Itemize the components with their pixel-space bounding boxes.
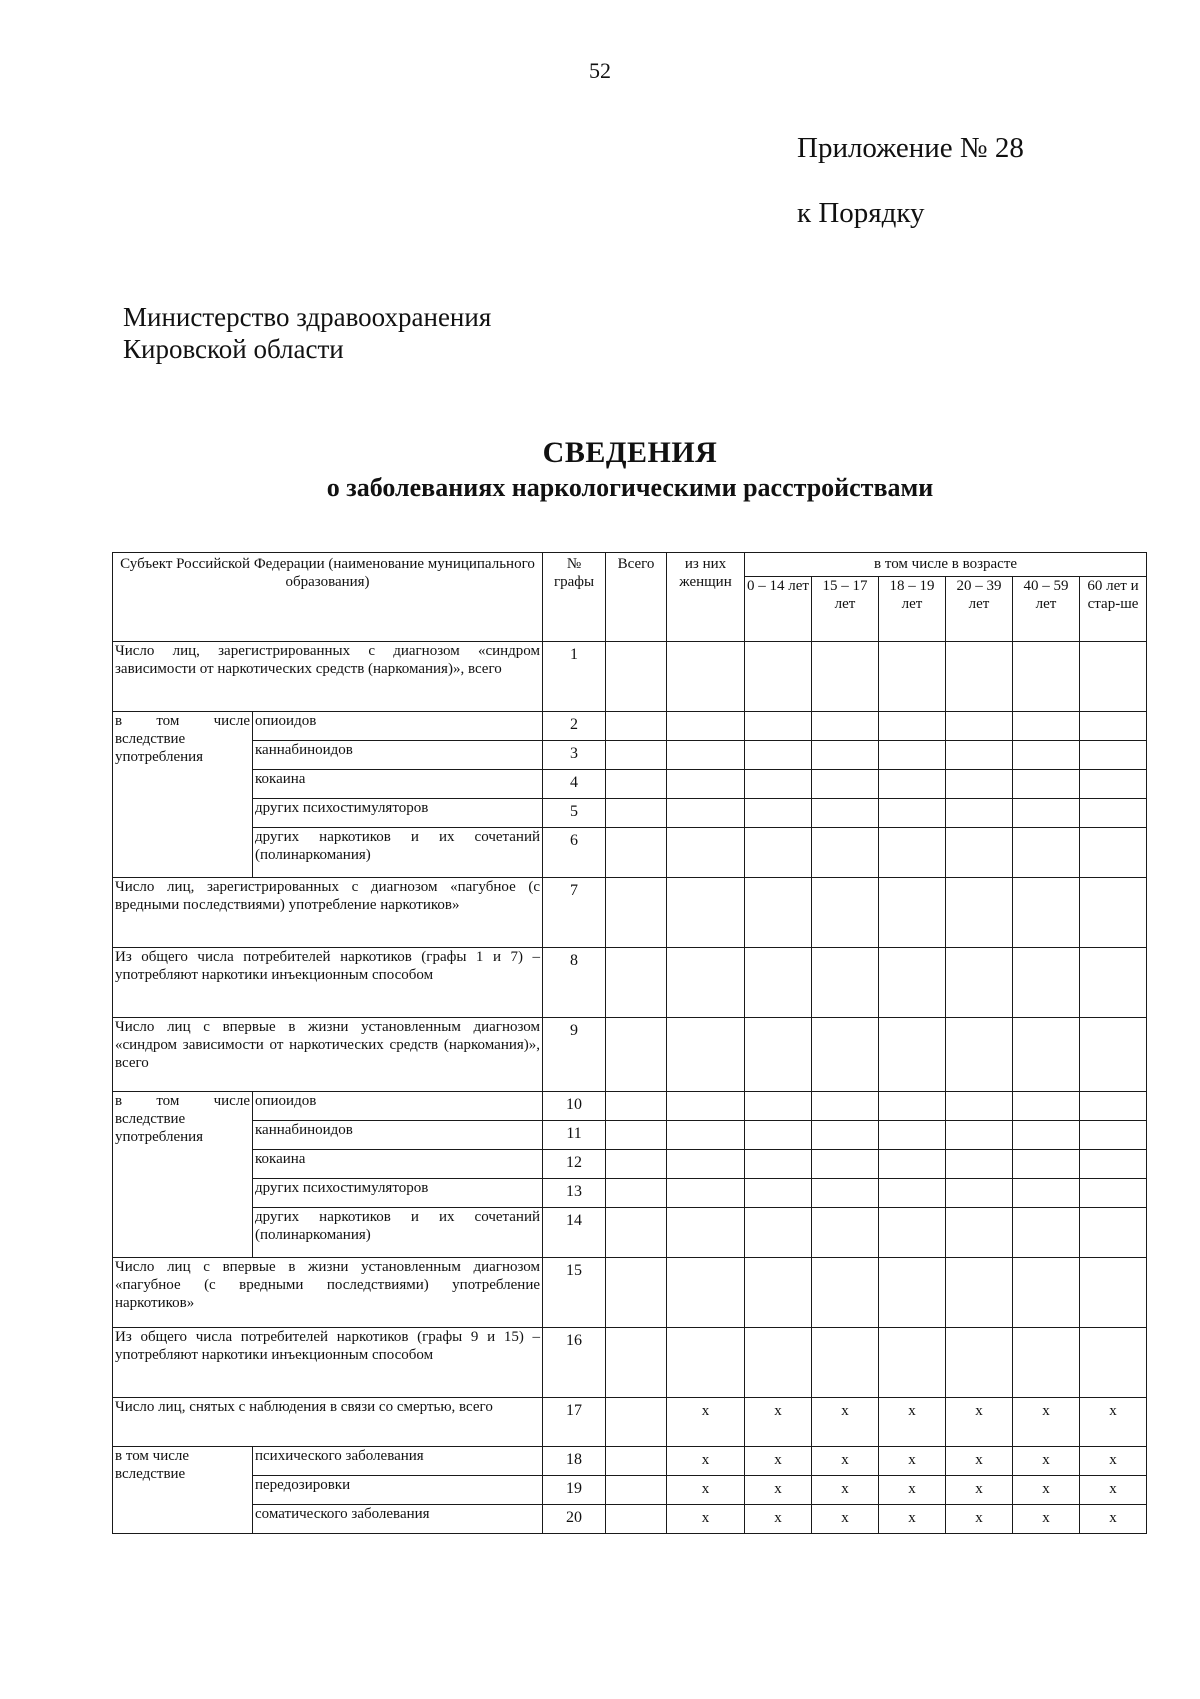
data-cell[interactable]	[667, 741, 745, 770]
data-cell[interactable]	[946, 1208, 1013, 1258]
data-cell[interactable]	[667, 642, 745, 712]
data-cell[interactable]	[1013, 1121, 1080, 1150]
data-cell[interactable]	[879, 712, 946, 741]
data-cell[interactable]	[812, 741, 879, 770]
row-number: 10	[543, 1092, 606, 1121]
table-row	[113, 1505, 1147, 1534]
data-cell[interactable]	[1013, 1328, 1080, 1398]
appendix-number: Приложение № 28	[797, 132, 1024, 164]
cross-mark: х	[1013, 1398, 1080, 1447]
data-cell[interactable]	[879, 770, 946, 799]
cross-mark: х	[667, 1505, 745, 1534]
data-cell[interactable]	[879, 642, 946, 712]
data-cell[interactable]	[946, 1092, 1013, 1121]
page-number: 52	[589, 58, 611, 83]
row-label: передозировки	[253, 1476, 543, 1505]
data-cell[interactable]	[1013, 1208, 1080, 1258]
data-cell[interactable]	[1080, 1018, 1147, 1092]
data-cell[interactable]	[667, 828, 745, 878]
data-cell[interactable]	[1013, 1018, 1080, 1092]
data-cell[interactable]	[812, 799, 879, 828]
data-cell[interactable]	[879, 948, 946, 1018]
data-cell[interactable]	[667, 1018, 745, 1092]
data-cell[interactable]	[812, 642, 879, 712]
data-cell[interactable]	[745, 878, 812, 948]
row-number: 14	[543, 1208, 606, 1258]
data-cell[interactable]	[667, 1121, 745, 1150]
document-subtitle: о заболеваниях наркологическими расстройствами	[326, 473, 934, 502]
data-cell[interactable]	[1080, 1092, 1147, 1121]
row-label: соматического заболевания	[253, 1505, 543, 1534]
data-cell[interactable]	[1013, 1150, 1080, 1179]
cross-mark: х	[745, 1447, 812, 1476]
data-cell[interactable]	[812, 712, 879, 741]
data-cell[interactable]	[812, 1121, 879, 1150]
row-label: Число лиц, зарегистрированных с диагнозом «синдром зависимости от наркотических средств (наркомания)», всего	[113, 642, 543, 712]
data-cell[interactable]	[1013, 948, 1080, 1018]
data-cell[interactable]	[946, 642, 1013, 712]
data-cell[interactable]	[946, 741, 1013, 770]
data-cell[interactable]	[1080, 828, 1147, 878]
data-cell[interactable]	[606, 1447, 667, 1476]
data-cell[interactable]	[745, 799, 812, 828]
data-cell[interactable]	[1013, 741, 1080, 770]
cross-mark: х	[879, 1447, 946, 1476]
data-cell[interactable]	[1080, 1179, 1147, 1208]
cross-mark: х	[946, 1505, 1013, 1534]
data-cell[interactable]	[879, 1121, 946, 1150]
table-row	[113, 1208, 1147, 1258]
data-cell[interactable]	[667, 1092, 745, 1121]
data-cell[interactable]	[606, 799, 667, 828]
table-row	[113, 1121, 1147, 1150]
table-row	[113, 948, 1147, 1018]
data-cell[interactable]	[1080, 799, 1147, 828]
data-cell[interactable]	[1080, 712, 1147, 741]
data-cell[interactable]	[812, 948, 879, 1018]
ministry-line-2: Кировской области	[123, 334, 344, 364]
cross-mark: х	[812, 1447, 879, 1476]
cross-mark: х	[812, 1398, 879, 1447]
data-cell[interactable]	[745, 1018, 812, 1092]
data-cell[interactable]	[1080, 948, 1147, 1018]
data-cell[interactable]	[745, 1179, 812, 1208]
row-number: 4	[543, 770, 606, 799]
row-label: опиоидов	[253, 1092, 543, 1121]
data-cell[interactable]	[1013, 1258, 1080, 1328]
cross-mark: х	[946, 1476, 1013, 1505]
data-cell[interactable]	[745, 1258, 812, 1328]
cross-mark: х	[812, 1476, 879, 1505]
row-number: 18	[543, 1447, 606, 1476]
data-cell[interactable]	[946, 712, 1013, 741]
row-number: 2	[543, 712, 606, 741]
data-cell[interactable]	[946, 1121, 1013, 1150]
header-age-15-17: 15 – 17 лет	[812, 577, 879, 642]
table-row	[113, 878, 1147, 948]
data-cell[interactable]	[812, 1150, 879, 1179]
cross-mark: х	[745, 1505, 812, 1534]
header-age-60-plus: 60 лет и стар-ше	[1080, 577, 1147, 642]
row-number: 12	[543, 1150, 606, 1179]
data-cell[interactable]	[879, 828, 946, 878]
data-cell[interactable]	[745, 1328, 812, 1398]
row-number: 17	[543, 1398, 606, 1447]
row-label: Число лиц с впервые в жизни установленным диагнозом «пагубное (с вредными последствиями) употребление наркотиков»	[113, 1258, 543, 1328]
data-cell[interactable]	[606, 1179, 667, 1208]
data-cell[interactable]	[879, 878, 946, 948]
table-row	[113, 828, 1147, 878]
row-label: кокаина	[253, 1150, 543, 1179]
data-cell[interactable]	[606, 741, 667, 770]
ministry-line-1: Министерство здравоохранения	[123, 302, 492, 332]
table-row	[113, 1092, 1147, 1121]
data-cell[interactable]	[745, 712, 812, 741]
data-cell[interactable]	[812, 828, 879, 878]
data-cell[interactable]	[1013, 828, 1080, 878]
table-row	[113, 1447, 1147, 1476]
row-number: 1	[543, 642, 606, 712]
data-cell[interactable]	[879, 1179, 946, 1208]
row-label: психического заболевания	[253, 1447, 543, 1476]
data-cell[interactable]	[606, 948, 667, 1018]
table-row	[113, 1328, 1147, 1398]
data-cell[interactable]	[812, 878, 879, 948]
data-cell[interactable]	[606, 712, 667, 741]
data-cell[interactable]	[1080, 1328, 1147, 1398]
data-cell[interactable]	[1080, 1258, 1147, 1328]
row-number: 8	[543, 948, 606, 1018]
row-number: 13	[543, 1179, 606, 1208]
row-number: 5	[543, 799, 606, 828]
header-age-0-14: 0 – 14 лет	[745, 577, 812, 642]
cross-mark: х	[1013, 1505, 1080, 1534]
data-cell[interactable]	[1013, 642, 1080, 712]
table-row	[113, 799, 1147, 828]
cross-mark: х	[1013, 1447, 1080, 1476]
data-cell[interactable]	[745, 1150, 812, 1179]
data-cell[interactable]	[812, 1208, 879, 1258]
row-number: 11	[543, 1121, 606, 1150]
data-cell[interactable]	[1013, 712, 1080, 741]
data-cell[interactable]	[946, 1179, 1013, 1208]
data-cell[interactable]	[606, 1398, 667, 1447]
table-row	[113, 1150, 1147, 1179]
cross-mark: х	[812, 1505, 879, 1534]
data-cell[interactable]	[667, 799, 745, 828]
cross-mark: х	[667, 1476, 745, 1505]
data-cell[interactable]	[879, 1150, 946, 1179]
appendix-reference: к Порядку	[797, 197, 925, 229]
data-cell[interactable]	[1080, 1208, 1147, 1258]
cross-mark: х	[1080, 1476, 1147, 1505]
table-row	[113, 1018, 1147, 1092]
row-number: 16	[543, 1328, 606, 1398]
report-form-table	[112, 552, 1147, 1534]
data-cell[interactable]	[745, 1092, 812, 1121]
data-cell[interactable]	[1080, 642, 1147, 712]
cross-mark: х	[745, 1398, 812, 1447]
data-cell[interactable]	[606, 642, 667, 712]
data-cell[interactable]	[879, 1328, 946, 1398]
data-cell[interactable]	[1013, 1092, 1080, 1121]
row-label: опиоидов	[253, 712, 543, 741]
header-total: Всего	[606, 553, 667, 642]
cross-mark: х	[879, 1398, 946, 1447]
data-cell[interactable]	[745, 948, 812, 1018]
data-cell[interactable]	[667, 1258, 745, 1328]
header-age-40-59: 40 – 59 лет	[1013, 577, 1080, 642]
group-label: в том числе вследствие употребления	[113, 712, 253, 878]
data-cell[interactable]	[812, 1018, 879, 1092]
cross-mark: х	[667, 1398, 745, 1447]
header-age-20-39: 20 – 39 лет	[946, 577, 1013, 642]
data-cell[interactable]	[745, 642, 812, 712]
data-cell[interactable]	[946, 948, 1013, 1018]
data-cell[interactable]	[946, 770, 1013, 799]
data-cell[interactable]	[667, 712, 745, 741]
data-cell[interactable]	[812, 770, 879, 799]
group-label: в том числе вследствие	[113, 1447, 253, 1534]
data-cell[interactable]	[606, 1505, 667, 1534]
data-cell[interactable]	[1080, 878, 1147, 948]
data-cell[interactable]	[667, 1179, 745, 1208]
data-cell[interactable]	[879, 741, 946, 770]
data-cell[interactable]	[606, 878, 667, 948]
data-cell[interactable]	[946, 1258, 1013, 1328]
row-label: Из общего числа потребителей наркотиков (графы 9 и 15) – употребляют наркотики инъекционным способом	[113, 1328, 543, 1398]
row-label: Число лиц, зарегистрированных с диагнозом «пагубное (с вредными последствиями) употребление наркотиков»	[113, 878, 543, 948]
data-cell[interactable]	[667, 1328, 745, 1398]
cross-mark: х	[946, 1398, 1013, 1447]
document-title: СВЕДЕНИЯ	[542, 436, 718, 469]
cross-mark: х	[745, 1476, 812, 1505]
data-cell[interactable]	[606, 1092, 667, 1121]
data-cell[interactable]	[745, 1121, 812, 1150]
data-cell[interactable]	[745, 1208, 812, 1258]
data-cell[interactable]	[946, 1328, 1013, 1398]
data-cell[interactable]	[606, 1208, 667, 1258]
table-row	[113, 770, 1147, 799]
table-row	[113, 1258, 1147, 1328]
cross-mark: х	[879, 1505, 946, 1534]
data-cell[interactable]	[606, 1328, 667, 1398]
cross-mark: х	[1080, 1505, 1147, 1534]
data-cell[interactable]	[812, 1258, 879, 1328]
data-cell[interactable]	[667, 1150, 745, 1179]
data-cell[interactable]	[946, 828, 1013, 878]
row-label: Число лиц с впервые в жизни установленным диагнозом «синдром зависимости от наркотических средств (наркомания)», всего	[113, 1018, 543, 1092]
row-label: Число лиц, снятых с наблюдения в связи со смертью, всего	[113, 1398, 543, 1447]
table-row	[113, 1398, 1147, 1447]
table-row	[113, 1476, 1147, 1505]
row-number: 19	[543, 1476, 606, 1505]
data-cell[interactable]	[946, 799, 1013, 828]
data-cell[interactable]	[667, 770, 745, 799]
group-label: в том числе вследствие употребления	[113, 1092, 253, 1258]
row-number: 6	[543, 828, 606, 878]
header-column-number: № графы	[543, 553, 606, 642]
data-cell[interactable]	[606, 1018, 667, 1092]
row-label: других психостимуляторов	[253, 1179, 543, 1208]
row-label: Из общего числа потребителей наркотиков (графы 1 и 7) – употребляют наркотики инъекционным способом	[113, 948, 543, 1018]
data-cell[interactable]	[879, 799, 946, 828]
data-cell[interactable]	[1080, 741, 1147, 770]
header-women: из них женщин	[667, 553, 745, 642]
row-number: 3	[543, 741, 606, 770]
data-cell[interactable]	[606, 1258, 667, 1328]
data-cell[interactable]	[667, 878, 745, 948]
cross-mark: х	[667, 1447, 745, 1476]
table-row	[113, 1179, 1147, 1208]
data-cell[interactable]	[606, 1150, 667, 1179]
header-subject: Субъект Российской Федерации (наименование муниципального образования)	[113, 553, 543, 642]
ministry-name	[123, 301, 491, 365]
cross-mark: х	[879, 1476, 946, 1505]
data-cell[interactable]	[606, 828, 667, 878]
cross-mark: х	[1080, 1398, 1147, 1447]
data-cell[interactable]	[879, 1092, 946, 1121]
row-label: каннабиноидов	[253, 741, 543, 770]
data-cell[interactable]	[946, 1150, 1013, 1179]
data-cell[interactable]	[1013, 770, 1080, 799]
data-cell[interactable]	[946, 1018, 1013, 1092]
data-cell[interactable]	[879, 1208, 946, 1258]
cross-mark: х	[1080, 1447, 1147, 1476]
row-number: 9	[543, 1018, 606, 1092]
data-cell[interactable]	[745, 741, 812, 770]
data-cell[interactable]	[1013, 1179, 1080, 1208]
row-label: других наркотиков и их сочетаний (полинаркомания)	[253, 828, 543, 878]
table-row	[113, 712, 1147, 741]
data-cell[interactable]	[879, 1258, 946, 1328]
data-cell[interactable]	[879, 1018, 946, 1092]
data-cell[interactable]	[812, 1179, 879, 1208]
data-cell[interactable]	[1080, 770, 1147, 799]
data-cell[interactable]	[606, 1476, 667, 1505]
row-number: 20	[543, 1505, 606, 1534]
data-cell[interactable]	[667, 948, 745, 1018]
data-cell[interactable]	[667, 1208, 745, 1258]
row-label: других наркотиков и их сочетаний (полинаркомания)	[253, 1208, 543, 1258]
data-cell[interactable]	[606, 1121, 667, 1150]
data-cell[interactable]	[745, 828, 812, 878]
cross-mark: х	[1013, 1476, 1080, 1505]
row-label: других психостимуляторов	[253, 799, 543, 828]
row-label: каннабиноидов	[253, 1121, 543, 1150]
data-cell[interactable]	[1013, 799, 1080, 828]
data-cell[interactable]	[606, 770, 667, 799]
data-cell[interactable]	[946, 878, 1013, 948]
row-label: кокаина	[253, 770, 543, 799]
row-number: 7	[543, 878, 606, 948]
header-age-group: в том числе в возрасте	[745, 553, 1147, 577]
data-cell[interactable]	[1080, 1150, 1147, 1179]
row-number: 15	[543, 1258, 606, 1328]
data-cell[interactable]	[812, 1092, 879, 1121]
table-row	[113, 741, 1147, 770]
cross-mark: х	[946, 1447, 1013, 1476]
table-row	[113, 642, 1147, 712]
data-cell[interactable]	[812, 1328, 879, 1398]
header-age-18-19: 18 – 19 лет	[879, 577, 946, 642]
data-cell[interactable]	[1080, 1121, 1147, 1150]
data-cell[interactable]	[745, 770, 812, 799]
data-cell[interactable]	[1013, 878, 1080, 948]
